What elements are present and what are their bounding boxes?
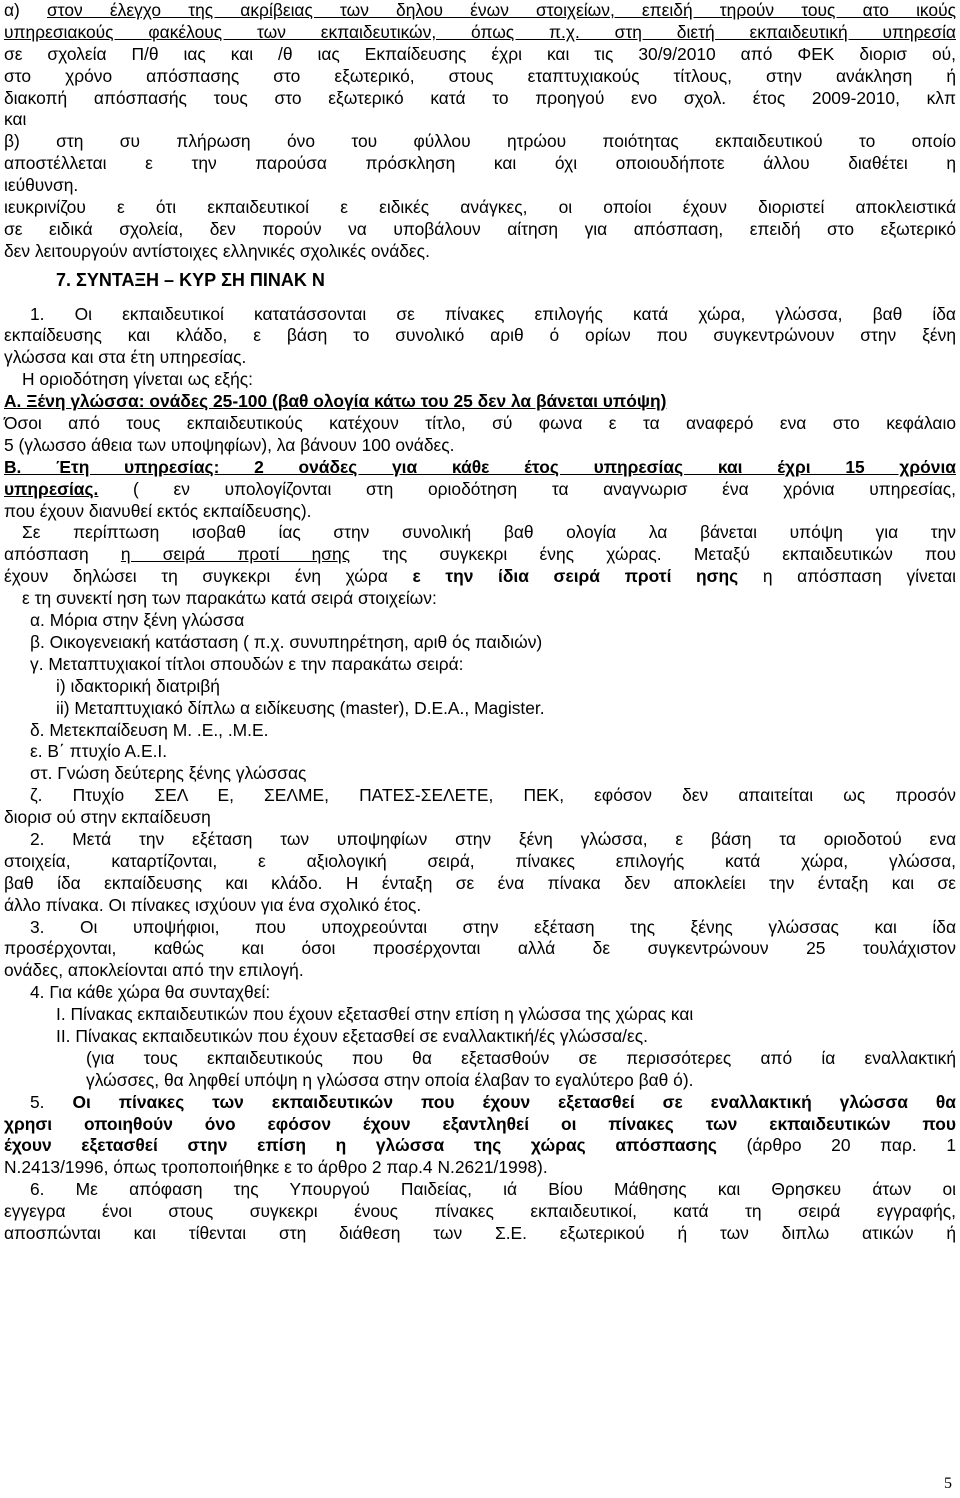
- text-line: βαθ ίδα εκπαίδευσης και κλάδο. Η ένταξη σε ένα πίνακα δεν αποκλείει την ένταξη και σε: [4, 872, 956, 893]
- text-line: απόσπαση η σειρά προτί ησης της συγκεκρι ένης χώρας. Μεταξύ εκπαιδευτικών που: [4, 544, 956, 565]
- text-line: 3. Οι υποψήφιοι, που υποχρεούνται στην εξέταση της ξένης γλώσσας και ίδα: [30, 916, 956, 937]
- text-line: γλώσσες, θα ληφθεί υπόψη η γλώσσα στην οποία έλαβαν το εγαλύτερο βαθ ό).: [86, 1069, 694, 1090]
- text-line: ιευκρινίζου ε ότι εκπαιδευτικοί ε ειδικές ανάγκες, οι οποίοι έχουν διοριστεί αποκλειστικά: [4, 197, 956, 218]
- text-line: διακοπή απόσπασής τους στο εξωτερικό κατά το προηγού ενο σχολ. έτος 2009-2010, κλπ: [4, 87, 956, 108]
- subsection-heading: Α. Ξένη γλώσσα: ονάδες 25-100 (βαθ ολογία κάτω του 25 δεν λα βάνεται υπόψη): [4, 391, 667, 412]
- text-line: διορισ ού στην εκπαίδευση: [4, 807, 211, 828]
- text-line: εγγεγρα ένοι στους συγκεκρι ένους πίνακες εκπαιδευτικοί, κατά τη σειρά εγγραφής,: [4, 1201, 956, 1222]
- text-line: 6. Με απόφαση της Υπουργού Παιδείας, ιά Βίου Μάθησης και Θρησκευ άτων οι: [30, 1179, 956, 1200]
- text-line: Η οριοδότηση γίνεται ως εξής:: [22, 369, 253, 390]
- text-line: στοιχεία, καταρτίζονται, ε αξιολογική σειρά, πίνακες επιλογής κατά χώρα, γλώσσα,: [4, 850, 956, 871]
- text-line: γλώσσα και στα έτη υπηρεσίας.: [4, 347, 247, 368]
- list-item: α. Μόρια στην ξένη γλώσσα: [30, 610, 245, 631]
- text-line: 5 (γλωσσο άθεια των υποψηφίων), λα βάνουν 100 ονάδες.: [4, 434, 455, 455]
- text-line: έχουν εξετασθεί στην επίση η γλώσσα της χώρας απόσπασης (άρθρο 20 παρ. 1: [4, 1135, 956, 1156]
- text-line: προσέρχονται, καθώς και όσοι προσέρχονται αλλά δε συγκεντρώνουν 25 τουλάχιστον: [4, 938, 956, 959]
- text-line: σε ειδικά σχολεία, δεν πορούν να υποβάλουν αίτηση για απόσπαση, επειδή στο εξωτερικό: [4, 218, 956, 239]
- list-item: ii) Μεταπτυχιακό δίπλω α ειδίκευσης (master), D.E.A., Magister.: [56, 697, 545, 718]
- text-line: (για τους εκπαιδευτικούς που θα εξετασθούν σε περισσότερες από ία εναλλακτική: [86, 1047, 956, 1068]
- list-item: στ. Γνώση δεύτερης ξένης γλώσσας: [30, 763, 307, 784]
- text-line: Όσοι από τους εκπαιδευτικούς κατέχουν τίτλο, σύ φωνα ε τα αναφερό ενα στο κεφάλαιο: [4, 413, 956, 434]
- text-line: 5. Οι πίνακες των εκπαιδευτικών που έχουν εξετασθεί σε εναλλακτική γλώσσα θα: [30, 1091, 956, 1112]
- text-line: χρησι οποιηθούν όνο εφόσον έχουν εξαντληθεί οι πίνακες των εκπαιδευτικών που: [4, 1113, 956, 1134]
- list-item: i) ιδακτορική διατριβή: [56, 675, 220, 696]
- section-heading: 7. ΣΥΝΤΑΞΗ – ΚΥΡ ΣΗ ΠΙΝΑΚ Ν: [56, 269, 325, 290]
- text-line: υπηρεσίας. ( εν υπολογίζονται στη οριοδότηση τα αναγνωρισ ένα χρόνια υπηρεσίας,: [4, 478, 956, 499]
- text-line: α) στον έλεγχο της ακρίβειας των δηλου ένων στοιχείων, επειδή τηρούν τους ατο ικούς: [4, 0, 956, 20]
- text-line: 2. Μετά την εξέταση των υποψηφίων στην ξένη γλώσσα, ε βάση τα οριοδοτού ενα: [30, 828, 956, 849]
- page-number: 5: [944, 1475, 952, 1492]
- list-item: ζ. Πτυχίο ΣΕΛ Ε, ΣΕΛΜΕ, ΠΑΤΕΣ-ΣΕΛΕΤΕ, ΠΕΚ, εφόσον δεν απαιτείται ως προσόν: [30, 785, 956, 806]
- text-line: αποσπώνται και τίθενται στη διάθεση των Σ.Ε. εξωτερικού ή των διπλω ατικών ή: [4, 1222, 956, 1243]
- text-line: υπηρεσιακούς φακέλους των εκπαιδευτικών, όπως π.χ. στη διετή εκπαιδευτική υπηρεσία: [4, 21, 956, 42]
- list-item: β. Οικογενειακή κατάσταση ( π.χ. συνυπηρέτηση, αριθ ός παιδιών): [30, 631, 543, 652]
- text-line: και: [4, 109, 27, 130]
- subsection-heading: Β. Έτη υπηρεσίας: 2 ονάδες για κάθε έτος υπηρεσίας και έχρι 15 χρόνια: [4, 456, 956, 477]
- text-line: β) στη συ πλήρωση όνο του φύλλου ητρώου ποιότητας εκπαιδευτικού το οποίο: [4, 131, 956, 152]
- document-page: [4, 0, 956, 1245]
- list-item: δ. Μετεκπαίδευση Μ. .Ε., .Μ.Ε.: [30, 719, 269, 740]
- text-line: 1. Οι εκπαιδευτικοί κατατάσσονται σε πίνακες επιλογής κατά χώρα, γλώσσα, βαθ ίδα: [30, 303, 956, 324]
- text-line: δεν λειτουργούν αντίστοιχες ελληνικές σχολικές ονάδες.: [4, 240, 430, 261]
- text-line: άλλο πίνακα. Οι πίνακες ισχύουν για ένα σχολικό έτος.: [4, 894, 422, 915]
- text-line: εκπαίδευσης και κλάδο, ε βάση το συνολικό αριθ ό ορίων που συγκεντρώνουν στην ξένη: [4, 325, 956, 346]
- text-line: που έχουν διανυθεί εκτός εκπαίδευσης).: [4, 500, 312, 521]
- text-line: 4. Για κάθε χώρα θα συνταχθεί:: [30, 982, 271, 1003]
- text-line: αποστέλλεται ε την παρούσα πρόσκληση και όχι οποιουδήποτε άλλου διαθέτει η: [4, 153, 956, 174]
- list-item: ΙΙ. Πίνακας εκπαιδευτικών που έχουν εξετασθεί σε εναλλακτική/ές γλώσσα/ες.: [56, 1025, 648, 1046]
- text-line: σε σχολεία Π/θ ιας και /θ ιας Εκπαίδευσης έχρι και τις 30/9/2010 από ΦΕΚ διορισ ού,: [4, 43, 956, 64]
- list-item: γ. Μεταπτυχιακοί τίτλοι σπουδών ε την παρακάτω σειρά:: [30, 653, 464, 674]
- list-item: Ι. Πίνακας εκπαιδευτικών που έχουν εξετασθεί στην επίση η γλώσσα της χώρας και: [56, 1004, 694, 1025]
- text-line: Ν.2413/1996, όπως τροποποιήθηκε ε το άρθρο 2 παρ.4 Ν.2621/1998).: [4, 1157, 548, 1178]
- text-line: στο χρόνο απόσπασης στο εξωτερικό, στους εταπτυχιακούς τίτλους, στην ανάκληση ή: [4, 65, 956, 86]
- list-item: ε. Β΄ πτυχίο Α.Ε.Ι.: [30, 741, 168, 762]
- text-line: ιεύθυνση.: [4, 175, 79, 196]
- text-line: ονάδες, αποκλείονται από την επιλογή.: [4, 960, 304, 981]
- text-line: Σε περίπτωση ισοβαθ ίας στην συνολική βαθ ολογία λα βάνεται υπόψη για την: [22, 522, 956, 543]
- text-line: ε τη συνεκτί ηση των παρακάτω κατά σειρά στοιχείων:: [22, 588, 437, 609]
- text-line: έχουν δηλώσει τη συγκεκρι ένη χώρα ε την ίδια σειρά προτί ησης η απόσπαση γίνεται: [4, 566, 956, 587]
